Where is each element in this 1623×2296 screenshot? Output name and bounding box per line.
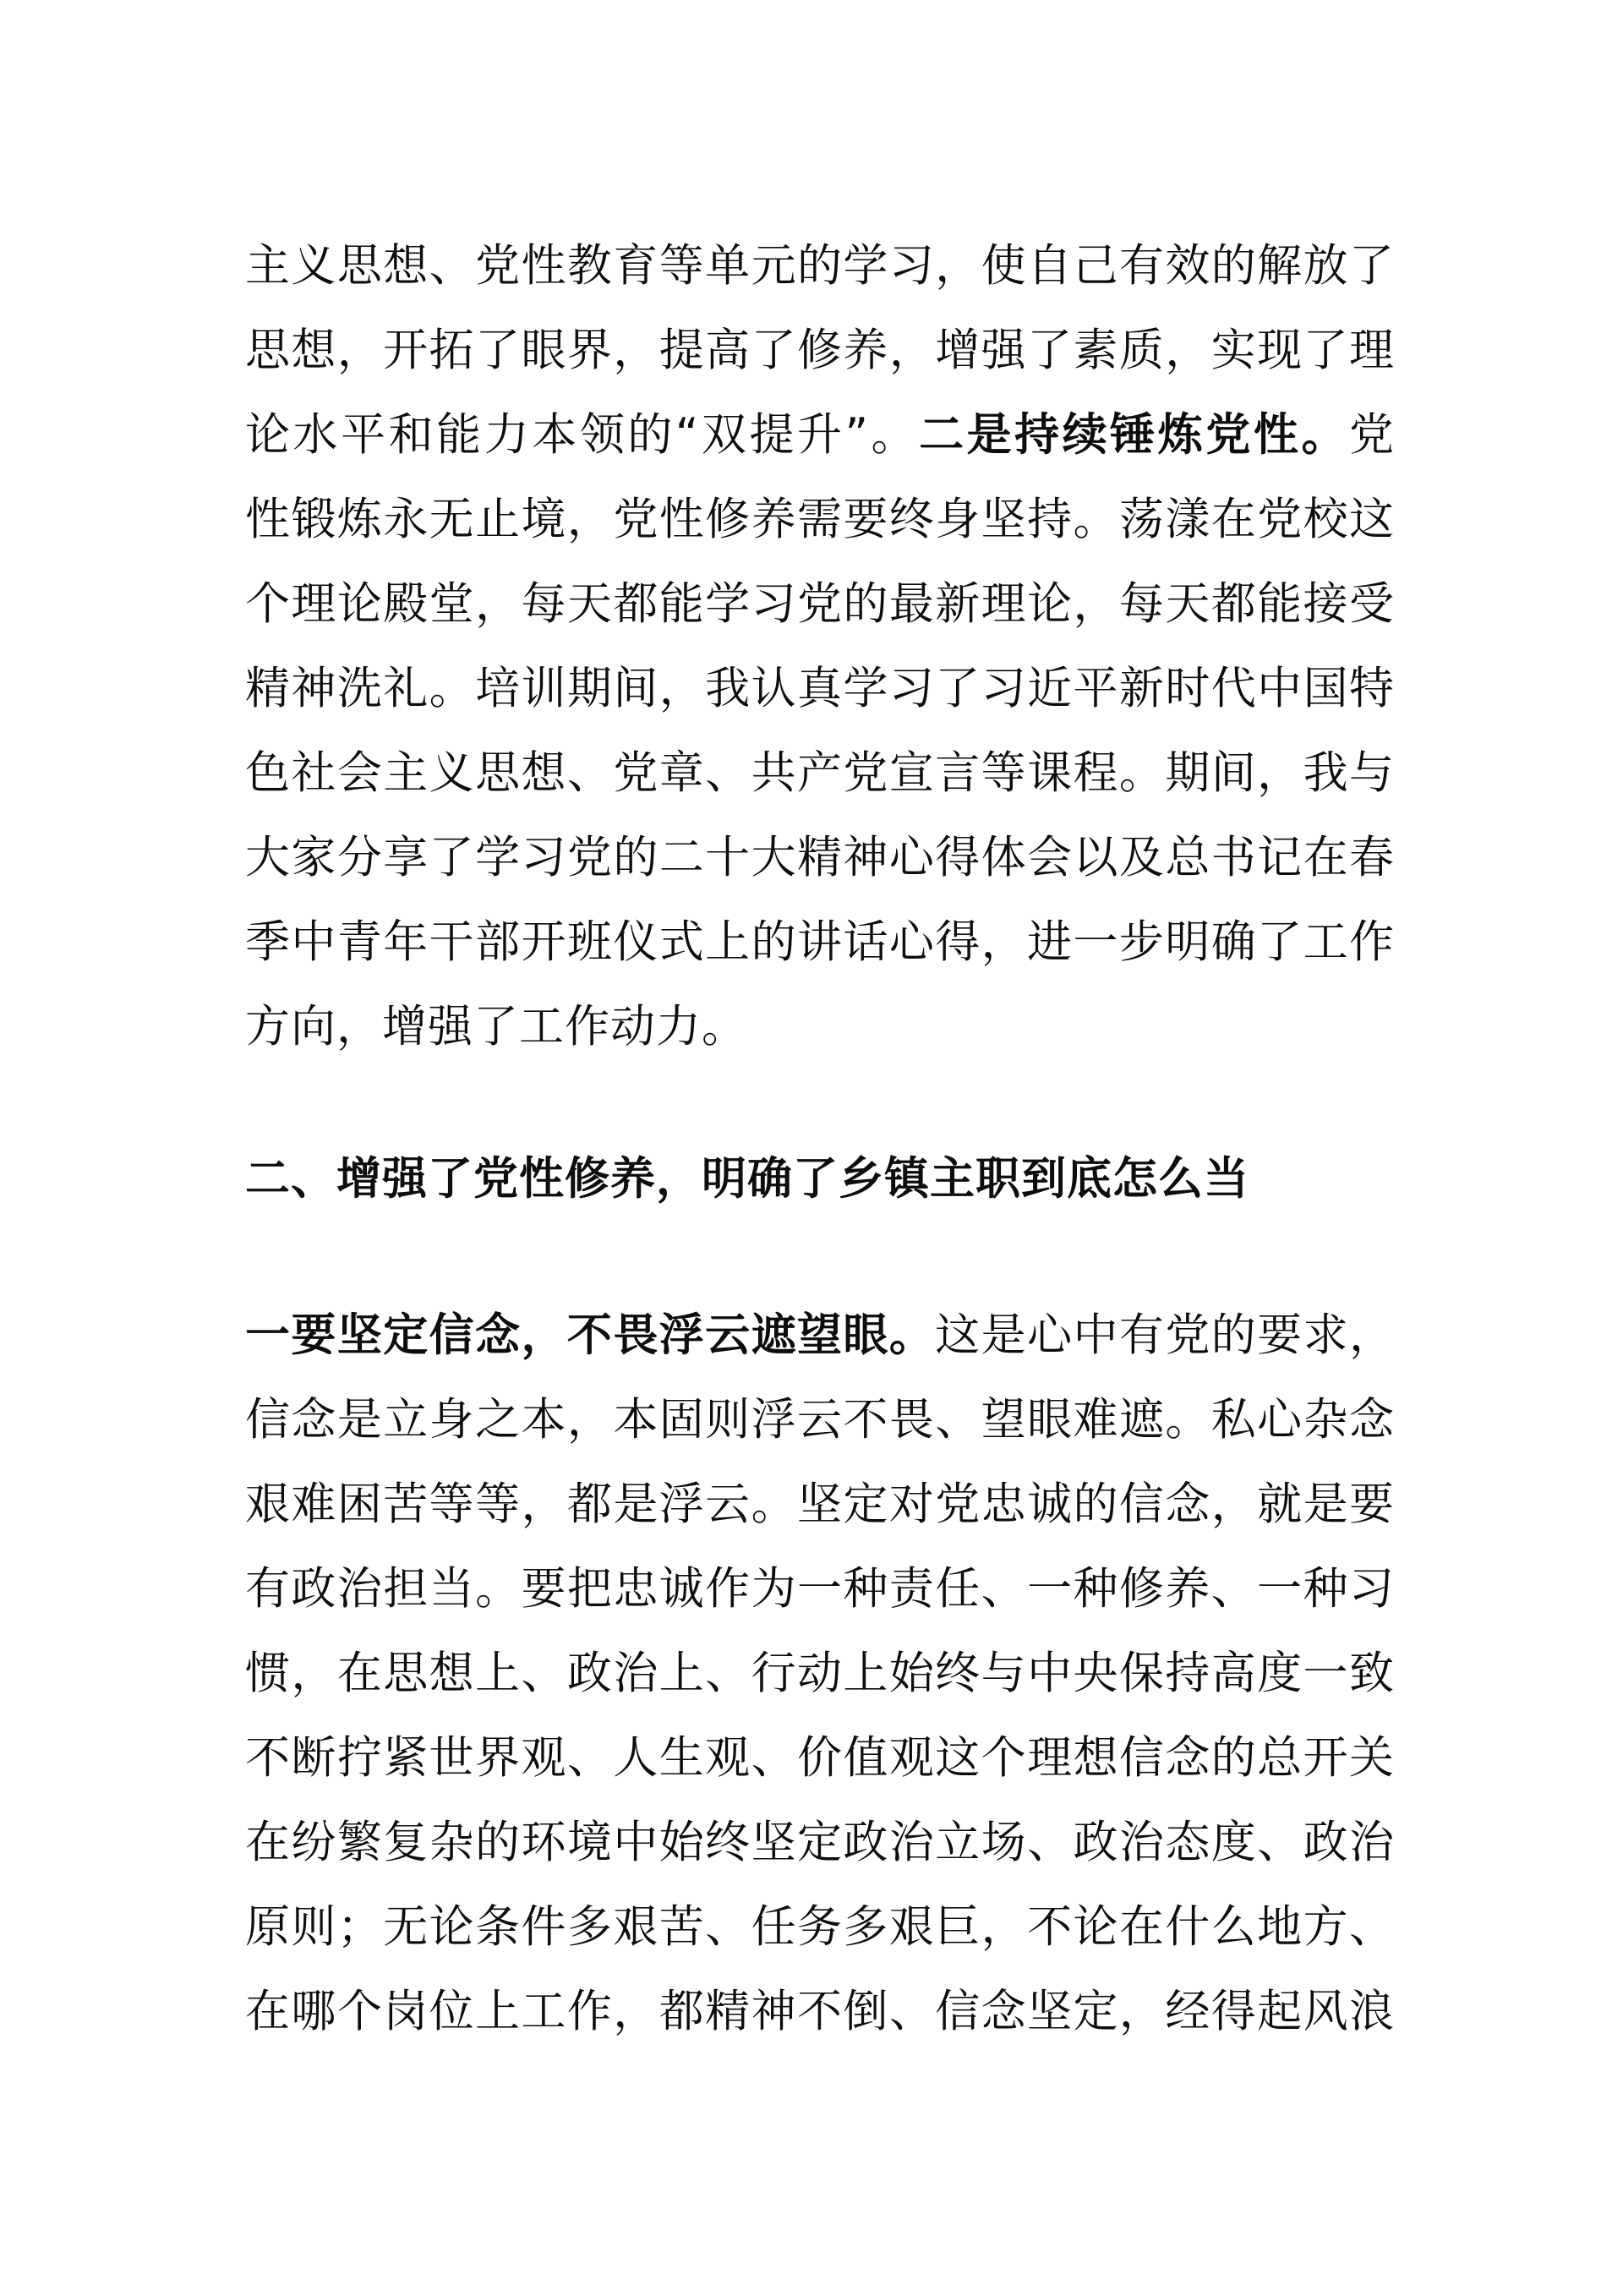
paragraph-line: 在纷繁复杂的环境中始终坚定政治立场、政治态度、政治	[245, 1817, 1395, 1868]
section-heading: 二、增强了党性修养，明确了乡镇主职到底怎么当	[245, 1153, 1249, 1205]
paragraph-line: 惯，在思想上、政治上、行动上始终与中央保持高度一致	[245, 1648, 1395, 1699]
paragraph-line: 艰难困苦等等，都是浮云。坚定对党忠诚的信念，就是要	[245, 1479, 1395, 1530]
paragraph-line: 大家分享了学习党的二十大精神心得体会以及总书记在春	[245, 832, 1395, 883]
bold-emphasis: 一要坚定信念，不畏浮云遮望眼。	[245, 1309, 936, 1361]
paragraph-line: 有政治担当。要把忠诚作为一种责任、一种修养、一种习	[245, 1563, 1395, 1615]
paragraph-line: 信念是立身之本，本固则浮云不畏、望眼难遮。私心杂念	[245, 1394, 1395, 1446]
paragraph-line: 季中青年干部开班仪式上的讲话心得，进一步明确了工作	[245, 916, 1395, 968]
paragraph-line-with-bold	[245, 393, 1395, 478]
paragraph-line-with-bold	[245, 1293, 1395, 1378]
paragraph-line: 个理论殿堂，每天都能学习党的最新理论，每天都能接受	[245, 578, 1395, 630]
paragraph-line-text: 论水平和能力本领的“双提升”。	[245, 409, 920, 461]
paragraph-line: 主义思想、党性教育等单元的学习，使自己有效的解放了	[245, 240, 1395, 292]
paragraph-line: 不断拧紧世界观、人生观、价值观这个理想信念的总开关	[245, 1732, 1395, 1784]
paragraph-line: 性锻炼永无止境，党性修养需要终身坚持。荡漾在党校这	[245, 494, 1395, 545]
paragraph-line: 思想，开拓了眼界，提高了修养，增强了素质，实现了理	[245, 325, 1395, 376]
paragraph-line-text: 党	[1349, 409, 1395, 461]
paragraph-line: 精神洗礼。培训期间，我认真学习了习近平新时代中国特	[245, 663, 1395, 714]
paragraph-line: 色社会主义思想、党章、共产党宣言等课程。期间，我与	[245, 747, 1395, 799]
paragraph-line: 在哪个岗位上工作，都精神不倒、信念坚定，经得起风浪	[245, 1986, 1395, 2037]
paragraph-line-text: 这是心中有党的要求，	[935, 1309, 1395, 1361]
paragraph-line: 方向，增强了工作动力。	[245, 1001, 747, 1052]
bold-emphasis: 二是持续锤炼党性。	[919, 409, 1349, 461]
paragraph-line: 原则；无论条件多艰苦、任务多艰巨，不论在什么地方、	[245, 1901, 1395, 1953]
